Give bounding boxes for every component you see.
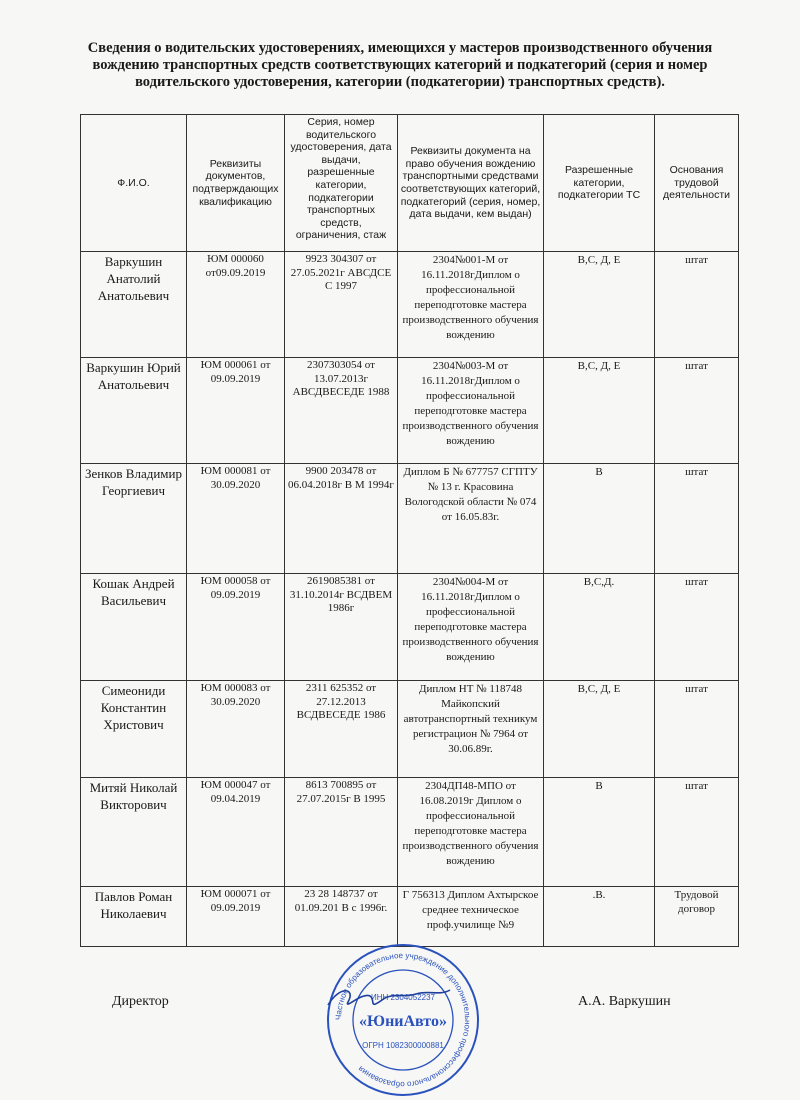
header-license: Серия, номер водительского удостоверения, дата выдачи, разрешенные категории, подкатегории транспортных средств, ограничения, стаж	[285, 115, 398, 252]
header-fio: Ф.И.О.	[81, 115, 187, 252]
table-row	[81, 358, 739, 464]
cell-name: Варкушин Анатолий Анатольевич	[81, 252, 187, 358]
cell-license: 2307303054 от 13.07.2013г АВСДВЕСЕДЕ 1988	[285, 358, 398, 464]
cell-document: 2304№003-М от 16.11.2018гДиплом о профессиональной переподготовке мастера производственного обучения вождению	[398, 358, 544, 464]
cell-license: 9923 304307 от 27.05.2021г АВСДСЕ С 1997	[285, 252, 398, 358]
cell-document: 2304ДП48-МПО от 16.08.2019г Диплом о профессиональной переподготовке мастера производственного обучения вождению	[398, 778, 544, 887]
cell-document: Диплом Б № 677757 СГПТУ № 13 г. Красовина Вологодской области № 074 от 16.05.83г.	[398, 464, 544, 574]
seal-ring-text: Частное образовательное учреждение дополнительного профессионального образования	[333, 950, 473, 1090]
header-teaching-document: Реквизиты документа на право обучения вождению транспортными средствами соответствующих категорий, подкатегорий (серия, номер, дата выдачи, кем выдан)	[398, 115, 544, 252]
header-categories: Разрешенные категории, подкатегории ТС	[544, 115, 655, 252]
cell-qualification: ЮМ 000058 от 09.09.2019	[187, 574, 285, 681]
cell-license: 2619085381 от 31.10.2014г ВСДВЕМ 1986г	[285, 574, 398, 681]
cell-categories: В,С, Д, Е	[544, 252, 655, 358]
cell-basis: штат	[655, 252, 739, 358]
cell-name: Варкушин Юрий Анатольевич	[81, 358, 187, 464]
director-name: А.А. Варкушин	[578, 994, 671, 1009]
cell-basis: штат	[655, 778, 739, 887]
seal-inn: ИНН 2304052237	[370, 993, 436, 1002]
header-qualification: Реквизиты документов, подтверждающих квалификацию	[187, 115, 285, 252]
table-row	[81, 574, 739, 681]
cell-categories: В	[544, 778, 655, 887]
cell-basis: штат	[655, 681, 739, 778]
table-row	[81, 778, 739, 887]
cell-document: 2304№001-М от 16.11.2018гДиплом о профессиональной переподготовке мастера производственного обучения вождению	[398, 252, 544, 358]
cell-name: Зенков Владимир Георгиевич	[81, 464, 187, 574]
header-basis: Основания трудовой деятельности	[655, 115, 739, 252]
cell-qualification: ЮМ 000071 от 09.09.2019	[187, 887, 285, 947]
cell-name: Павлов Роман Николаевич	[81, 887, 187, 947]
table-row	[81, 464, 739, 574]
cell-license: 9900 203478 от 06.04.2018г В М 1994г	[285, 464, 398, 574]
seal-center-text: «ЮниАвто»	[359, 1013, 447, 1030]
company-seal	[318, 940, 488, 1100]
table-row	[81, 887, 739, 947]
cell-basis: штат	[655, 574, 739, 681]
table-row	[81, 681, 739, 778]
cell-license: 8613 700895 от 27.07.2015г В 1995	[285, 778, 398, 887]
cell-name: Кошак Андрей Васильевич	[81, 574, 187, 681]
cell-categories: В,С,Д.	[544, 574, 655, 681]
cell-qualification: ЮМ 000061 от 09.09.2019	[187, 358, 285, 464]
table-row	[81, 252, 739, 358]
cell-qualification: ЮМ 000060 от09.09.2019	[187, 252, 285, 358]
cell-qualification: ЮМ 000083 от 30.09.2020	[187, 681, 285, 778]
cell-categories: В,С, Д, Е	[544, 358, 655, 464]
cell-basis: Трудовой договор	[655, 887, 739, 947]
cell-categories: В	[544, 464, 655, 574]
seal-ogrn: ОГРН 1082300000881	[362, 1041, 444, 1050]
cell-document: 2304№004-М от 16.11.2018гДиплом о профессиональной переподготовке мастера производственного обучения вождению	[398, 574, 544, 681]
table-header-row	[81, 115, 739, 252]
cell-name: Симеониди Константин Христович	[81, 681, 187, 778]
cell-categories: .В.	[544, 887, 655, 947]
document-title: Сведения о водительских удостоверениях, имеющихся у мастеров производственного обучения вождению транспортных средств соответствующих категорий и подкатегорий (серия и номер водительского удостоверения, категории (подкатегории) транспортных средств).	[87, 40, 713, 90]
cell-qualification: ЮМ 000047 от 09.04.2019	[187, 778, 285, 887]
instructors-table	[80, 114, 739, 947]
cell-document: Г 756313 Диплом Ахтырское среднее техническое проф.училище №9	[398, 887, 544, 947]
director-label: Директор	[112, 994, 169, 1009]
cell-basis: штат	[655, 358, 739, 464]
cell-name: Митяй Николай Викторович	[81, 778, 187, 887]
cell-document: Диплом НТ № 118748 Майкопский автотранспортный техникум регистрацион № 7964 от 30.06.89г.	[398, 681, 544, 778]
cell-qualification: ЮМ 000081 от 30.09.2020	[187, 464, 285, 574]
cell-license: 23 28 148737 от 01.09.201 В с 1996г.	[285, 887, 398, 947]
cell-categories: В,С, Д, Е	[544, 681, 655, 778]
cell-basis: штат	[655, 464, 739, 574]
cell-license: 2311 625352 от 27.12.2013 ВСДВЕСЕДЕ 1986	[285, 681, 398, 778]
